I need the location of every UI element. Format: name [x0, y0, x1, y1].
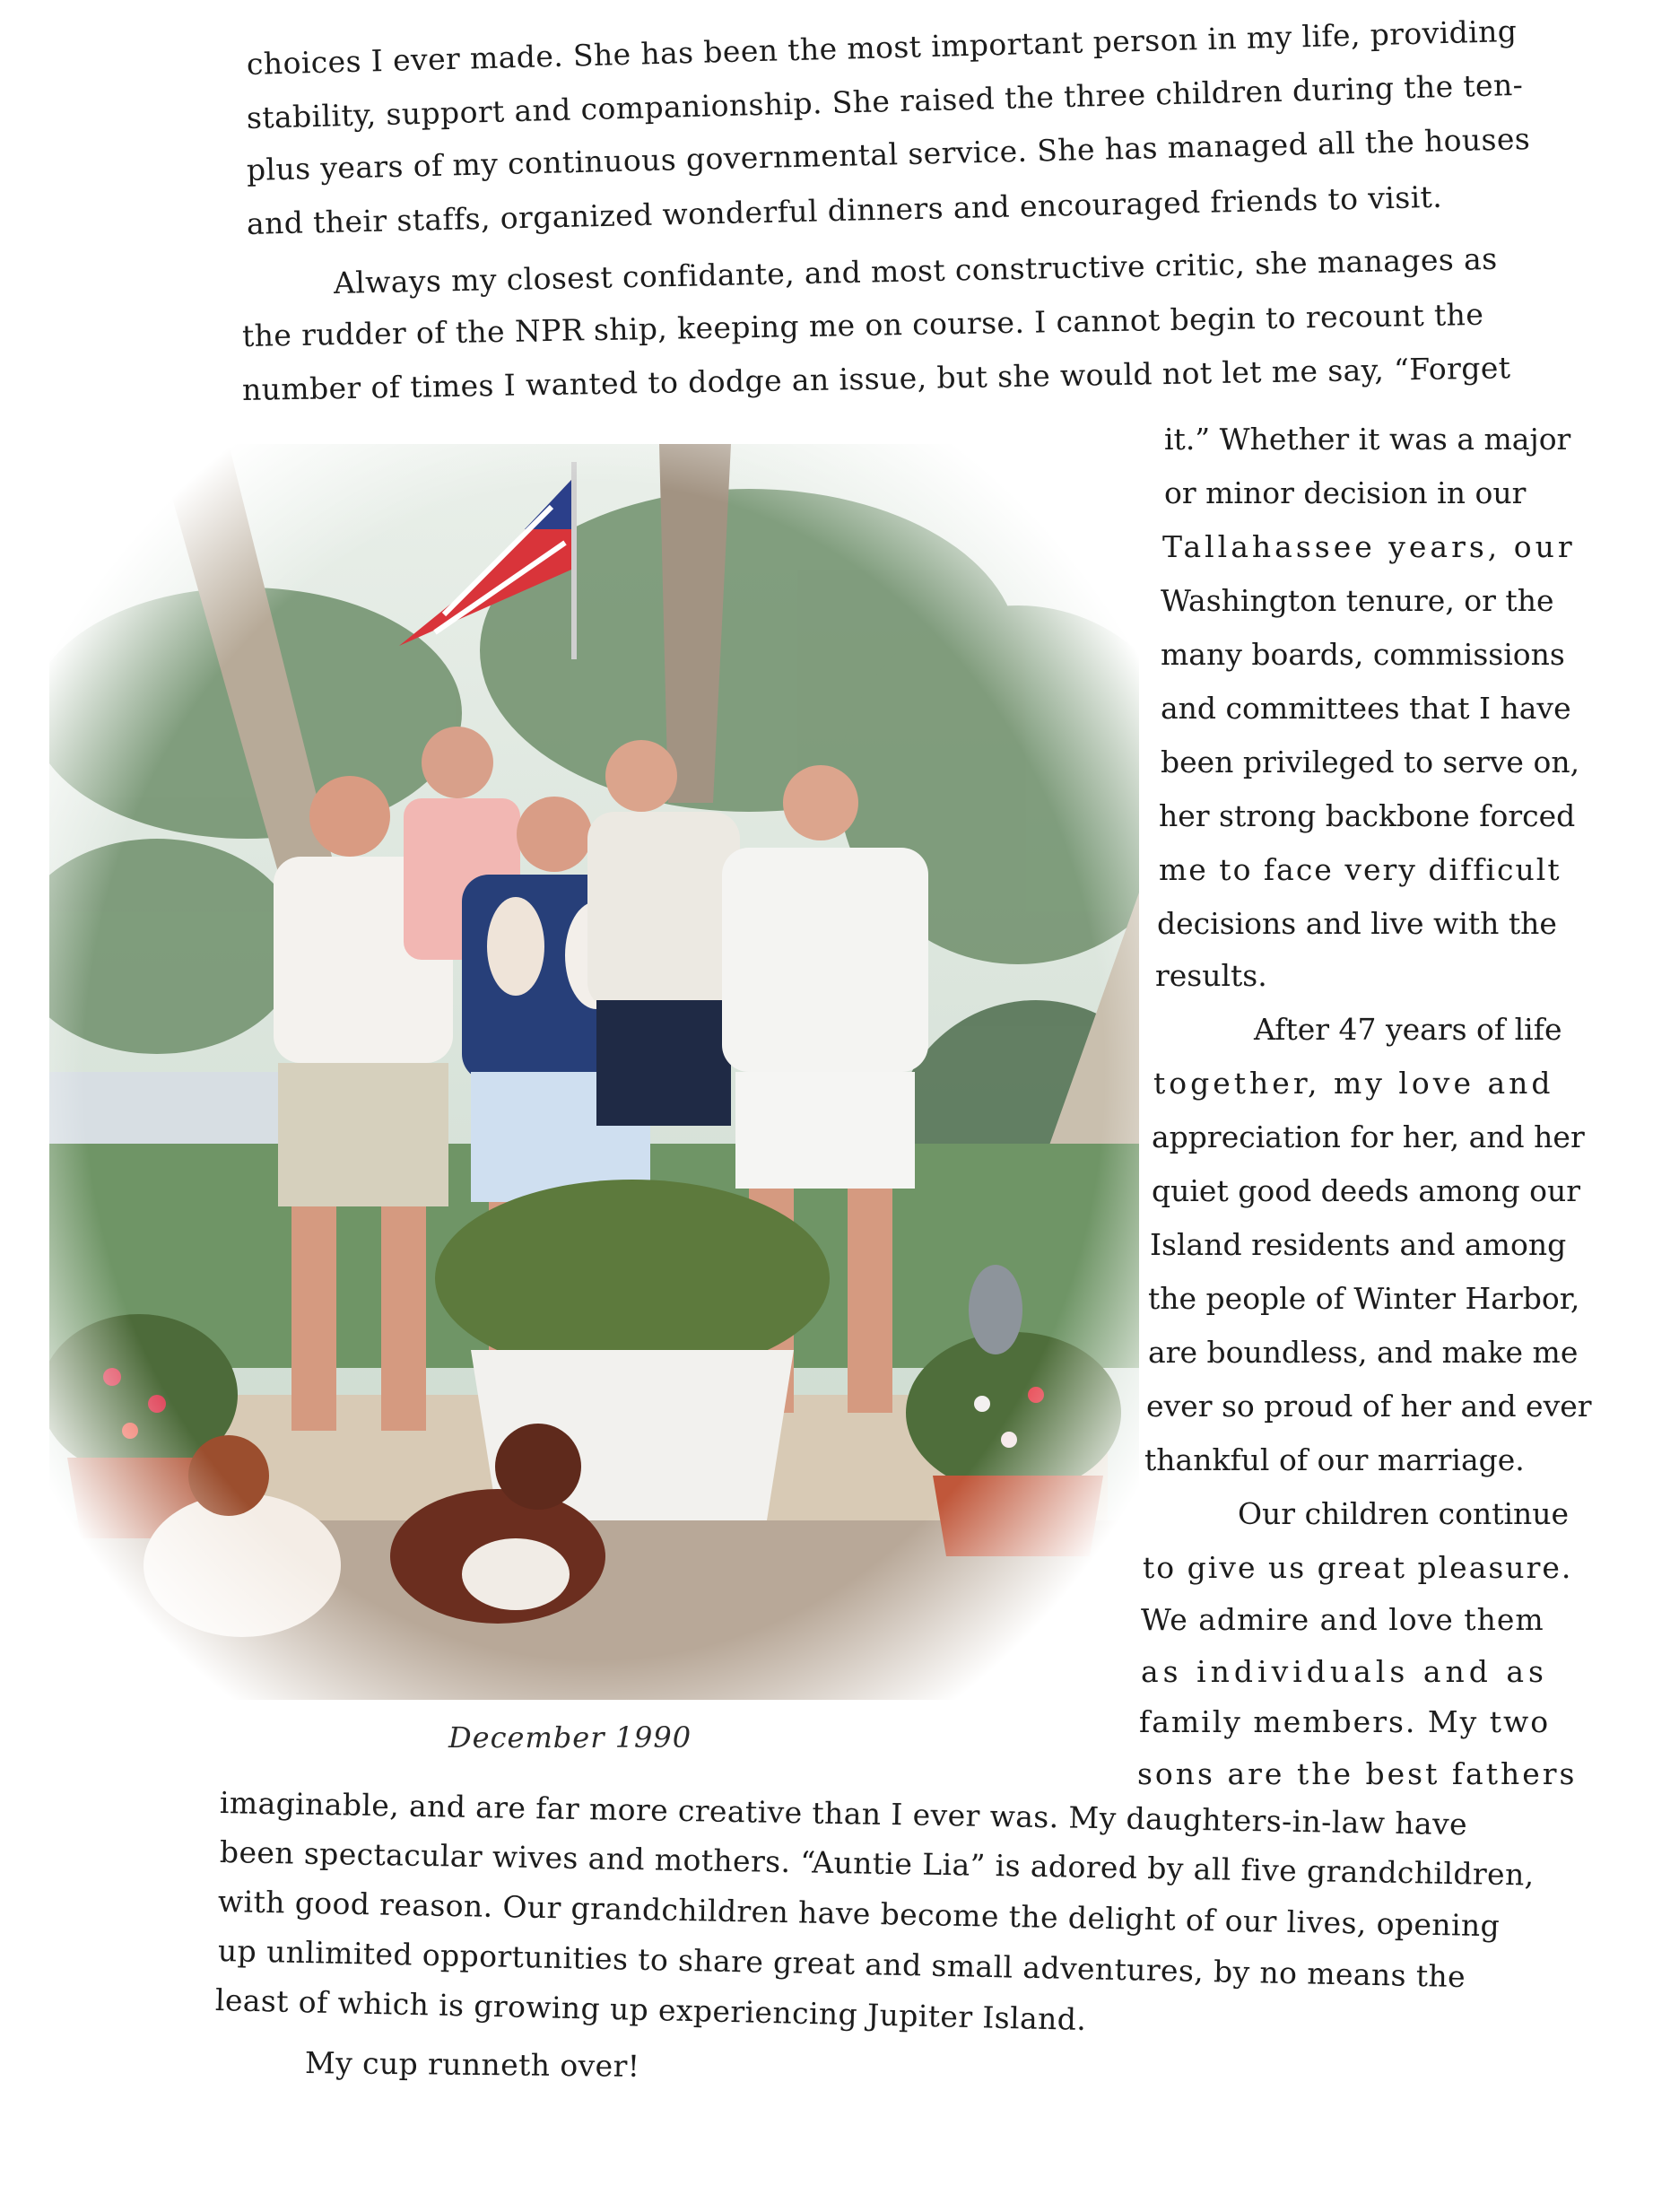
text-line: decisions and live with the — [1157, 906, 1557, 941]
text-line: thankful of our marriage. — [1144, 1442, 1525, 1477]
photo-caption: December 1990 — [448, 1720, 692, 1755]
text-line: We admire and love them — [1141, 1602, 1544, 1637]
photo-vignette — [49, 444, 1139, 1700]
text-line — [1164, 475, 1613, 510]
text-line: as individuals and as — [1141, 1654, 1548, 1689]
text-line: and their staffs, organized wonderful dinners and encouraged friends to visit. — [246, 179, 1443, 241]
text-line: the people of Winter Harbor, — [1148, 1281, 1580, 1316]
text-line: ever so proud of her and ever — [1146, 1389, 1592, 1424]
text-line: family members. My two — [1139, 1704, 1551, 1739]
text-line: least of which is growing up experiencing Jupiter Island. — [214, 1982, 1087, 2038]
text-line: results. — [1155, 958, 1267, 993]
text-line: number of times I wanted to dodge an issue, but she would not let me say, “Forget — [241, 350, 1511, 407]
text-line: to give us great pleasure. — [1143, 1550, 1573, 1585]
text-line: Island residents and among — [1150, 1227, 1567, 1262]
text-line: me to face very difficult — [1159, 852, 1562, 887]
text-line: many boards, commissions — [1161, 637, 1565, 672]
photo-illustration — [49, 444, 1139, 1700]
text-line: been spectacular wives and mothers. “Auntie Lia” is adored by all five grandchildren, — [219, 1834, 1535, 1893]
text-line: up unlimited opportunities to share great and small adventures, by no means the — [217, 1933, 1466, 1995]
closing-line: My cup runneth over! — [304, 2045, 640, 2084]
text-line: sons are the best fathers — [1137, 1756, 1578, 1791]
text-line: Tallahassee years, our — [1162, 529, 1576, 564]
text-line: Always my closest confidante, and most constructive critic, she manages as — [333, 240, 1498, 300]
text-line: After 47 years of life — [1254, 1012, 1562, 1047]
text-line: choices I ever made. She has been the most important person in my life, providing — [246, 13, 1518, 82]
text-line: together, my love and — [1153, 1066, 1554, 1101]
text-line: the rudder of the NPR ship, keeping me on course. I cannot begin to recount the — [241, 296, 1484, 353]
text-line: Our children continue — [1238, 1496, 1570, 1531]
text-line: been privileged to serve on, — [1161, 745, 1580, 779]
text-line: with good reason. Our grandchildren have become the delight of our lives, opening — [217, 1884, 1501, 1944]
text-line: plus years of my continuous governmental service. She has managed all the houses — [246, 121, 1531, 187]
text-line: Washington tenure, or the — [1161, 583, 1554, 618]
text-span: or minor decision in our — [1164, 475, 1527, 510]
right-column-text — [1137, 422, 1613, 1749]
text-line: quiet good deeds among our — [1152, 1173, 1581, 1208]
text-line: it.” Whether it was a major — [1164, 422, 1571, 457]
text-line: and committees that I have — [1161, 691, 1571, 726]
family-photo — [49, 444, 1139, 1700]
text-line: stability, support and companionship. She raised the three children during the ten- — [246, 66, 1524, 135]
text-line: appreciation for her, and her — [1152, 1119, 1585, 1154]
text-line: her strong backbone forced — [1159, 798, 1576, 833]
text-line: are boundless, and make me — [1148, 1335, 1579, 1370]
text-line: imaginable, and are far more creative than I ever was. My daughters-in-law have — [219, 1785, 1468, 1842]
